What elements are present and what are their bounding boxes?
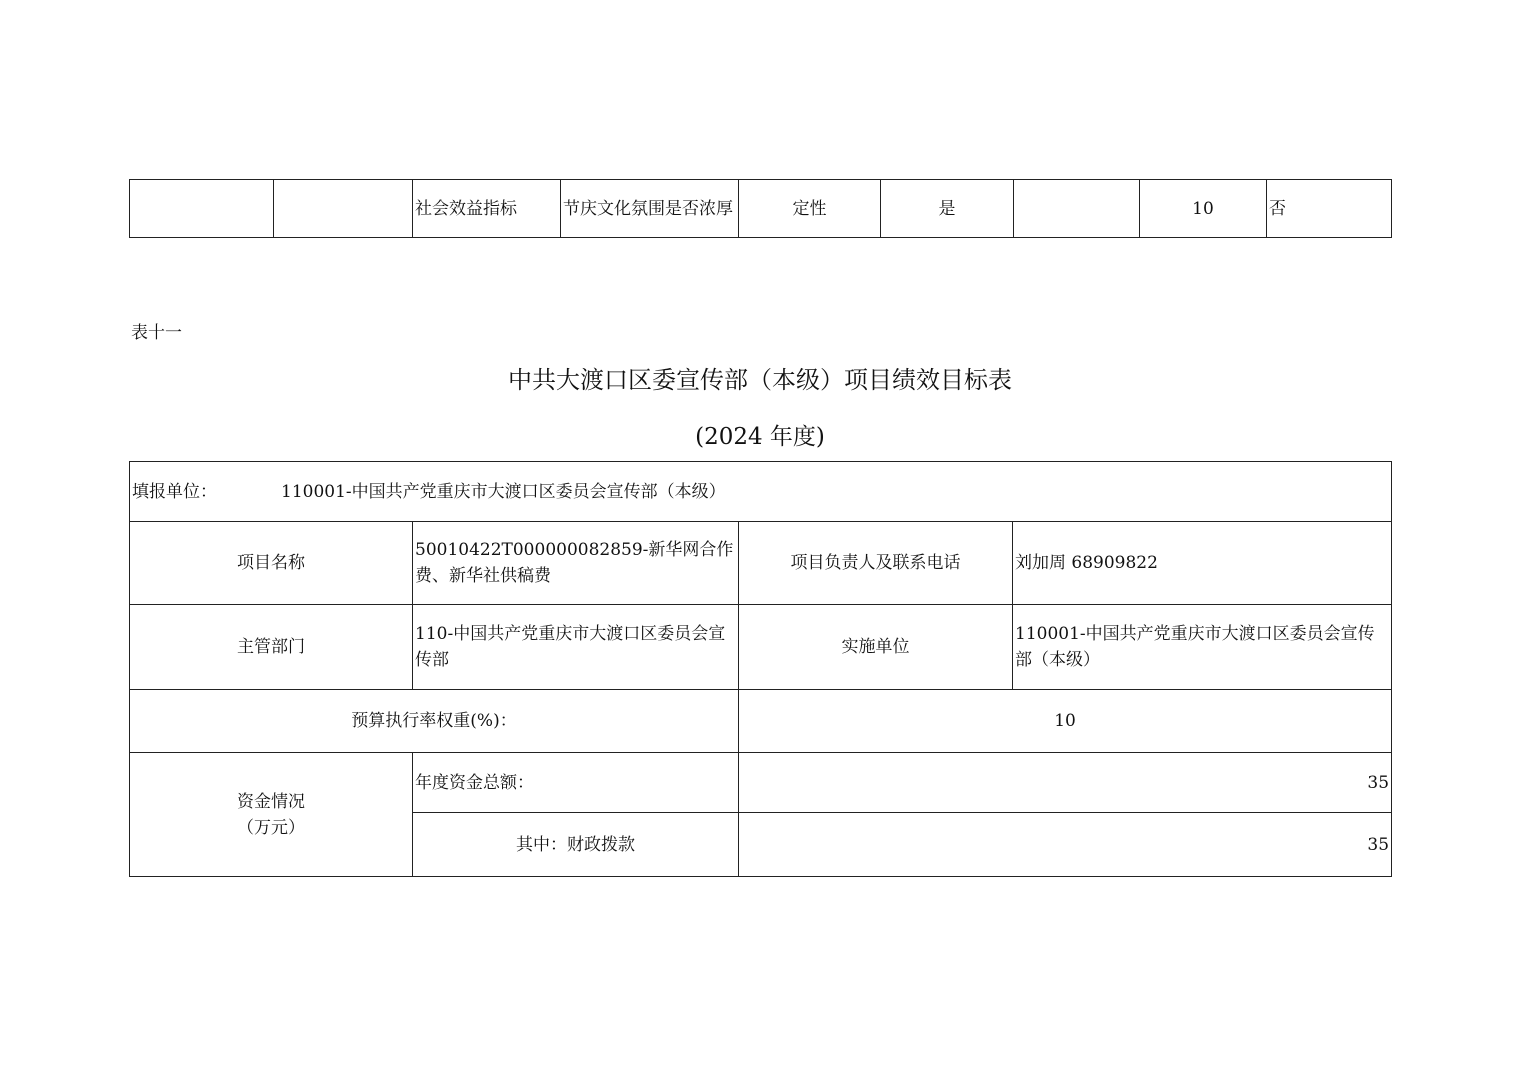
cell-col1 [130,180,274,238]
filler-label: 填报单位： [132,481,217,502]
budget-weight-label: 预算执行率权重(%)： [130,690,739,753]
filler-row [130,462,1392,522]
filler-cell [130,462,1392,522]
indicator-row [130,180,1392,238]
budget-weight-row [130,690,1392,753]
funds-unit: （万元） [237,817,305,838]
funds-label: 资金情况 [237,791,305,812]
annual-total-label: 年度资金总额： [413,753,739,813]
impl-value: 110001-中国共产党重庆市大渡口区委员会宣传部（本级） [1013,605,1392,690]
fiscal-label: 其中：财政拨款 [413,813,739,877]
budget-weight-value: 10 [739,690,1392,753]
indicator-table-fragment [129,179,1392,238]
table-label: 表十一 [131,323,182,343]
project-name-row [130,522,1392,605]
filler-value: 110001-中国共产党重庆市大渡口区委员会宣传部（本级） [281,481,726,502]
dept-value: 110-中国共产党重庆市大渡口区委员会宣传部 [413,605,739,690]
manager-label: 项目负责人及联系电话 [739,522,1013,605]
flag-cell: 否 [1267,180,1392,238]
page-title: 中共大渡口区委宣传部（本级）项目绩效目标表 [508,366,1012,394]
funds-label-cell [130,753,413,877]
manager-value: 刘加周 68909822 [1013,522,1392,605]
fiscal-value: 35 [739,813,1392,877]
performance-target-table [129,461,1392,877]
annual-total-value: 35 [739,753,1392,813]
indicator-name-cell: 节庆文化氛围是否浓厚 [561,180,739,238]
project-name-value: 50010422T000000082859-新华网合作费、新华社供稿费 [413,522,739,605]
nature-cell: 定性 [739,180,881,238]
annual-total-row [130,753,1392,813]
cell-col2 [274,180,413,238]
weight-cell: 10 [1140,180,1267,238]
indicator-type-cell: 社会效益指标 [413,180,561,238]
impl-label: 实施单位 [739,605,1013,690]
cell-col7 [1014,180,1140,238]
dept-label: 主管部门 [130,605,413,690]
target-cell: 是 [881,180,1014,238]
year-subtitle: (2024 年度) [695,424,825,450]
dept-row [130,605,1392,690]
project-name-label: 项目名称 [130,522,413,605]
